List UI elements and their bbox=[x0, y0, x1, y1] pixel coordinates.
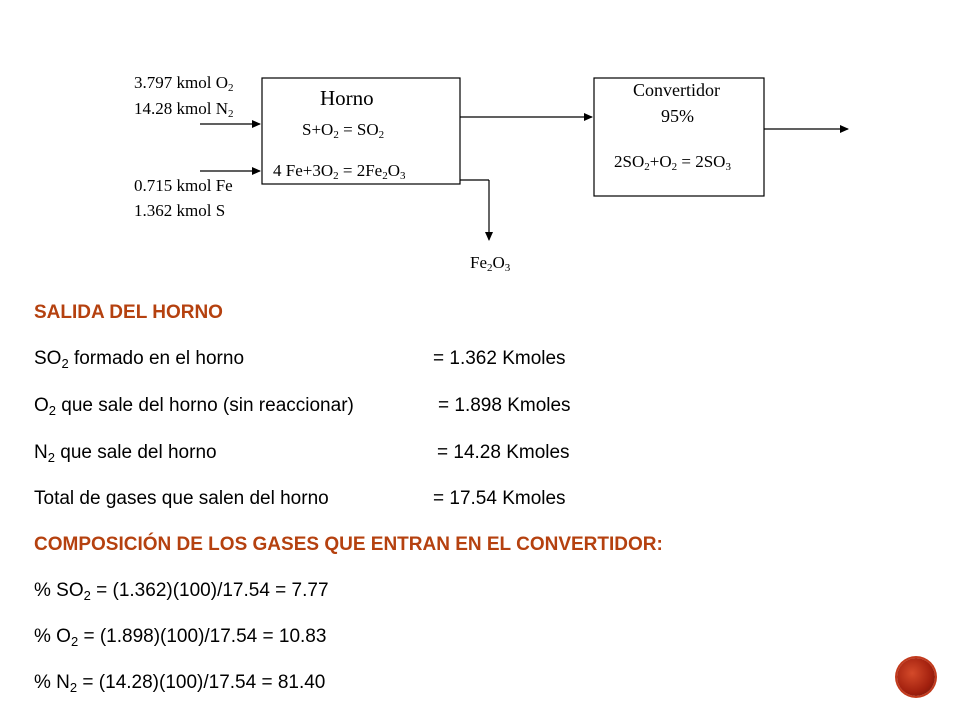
row-n2-value: = 14.28 Kmoles bbox=[437, 442, 570, 463]
convertidor-title: Convertidor bbox=[633, 80, 720, 100]
row-pct-o2: % $O_2 = (1.898)(100)/17.54 = 10.83$ bbox=[34, 626, 327, 649]
horno-title: Horno bbox=[320, 86, 374, 110]
input-o2-label: 3.797 kmol $O_2$ bbox=[134, 73, 234, 94]
row-total-value: = 17.54 Kmoles bbox=[433, 488, 566, 509]
row-pct-so2: % $SO_2 = (1.362)(100)/17.54 = 7.77$ bbox=[34, 580, 329, 603]
process-diagram bbox=[0, 0, 960, 290]
byproduct-fe2o3-label: $Fe_2O_3$ bbox=[470, 253, 511, 274]
row-n2-sale: $N_2$ que sale del horno bbox=[34, 442, 217, 465]
row-o2-sale: $O_2$ que sale del horno (sin reaccionar) bbox=[34, 395, 354, 418]
diagram-lines bbox=[0, 0, 960, 290]
horno-reaction-1: $S+O_2 = SO_2$ bbox=[302, 120, 385, 141]
convertidor-reaction: $2SO_2+O_2 = 2SO_3$ bbox=[614, 152, 731, 173]
row-total-gases: Total de gases que salen del horno bbox=[34, 488, 329, 509]
convertidor-efficiency: 95% bbox=[661, 106, 694, 126]
heading-composicion: COMPOSICIÓN DE LOS GASES QUE ENTRAN EN EL CONVERTIDOR: bbox=[34, 534, 663, 555]
row-so2-formado: $SO_2$ formado en el horno bbox=[34, 348, 245, 371]
horno-reaction-2: 4 $Fe+3O_2 = 2Fe_2O_3$ bbox=[273, 161, 406, 182]
decorative-circle-icon bbox=[897, 658, 935, 696]
row-so2-value: = 1.362 Kmoles bbox=[433, 348, 566, 369]
input-n2-label: 14.28 kmol $N_2$ bbox=[134, 99, 234, 120]
input-fe-label: 0.715 kmol Fe bbox=[134, 176, 233, 195]
row-o2-value: = 1.898 Kmoles bbox=[438, 395, 571, 416]
heading-salida-horno: SALIDA DEL HORNO bbox=[34, 302, 223, 323]
row-pct-n2: % $N_2 = (14.28)(100)/17.54 = 81.40$ bbox=[34, 672, 326, 695]
input-s-label: 1.362 kmol S bbox=[134, 201, 226, 220]
